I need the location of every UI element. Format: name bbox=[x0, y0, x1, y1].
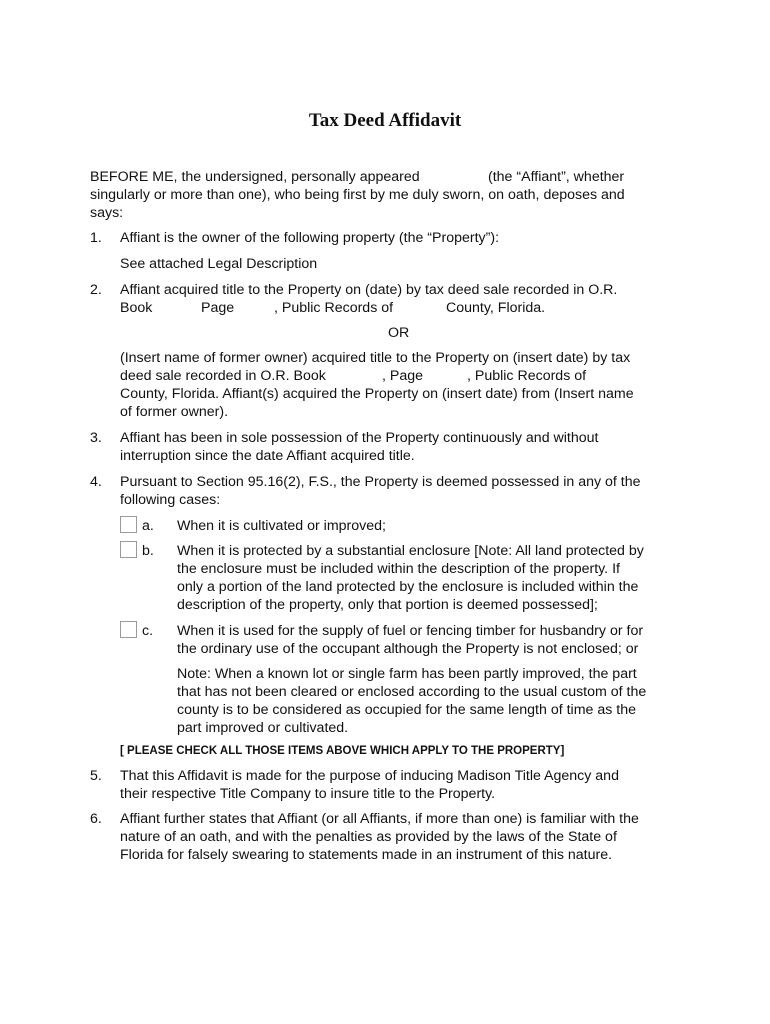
item-1-text: Affiant is the owner of the following property (the “Property”): bbox=[120, 230, 500, 246]
item-2-alt-line-3: County, Florida. Affiant(s) acquired the Property on (insert date) from (Insert name bbox=[120, 386, 634, 402]
item-2-alt-line-4: of former owner). bbox=[120, 404, 229, 420]
legal-description-reference: See attached Legal Description bbox=[120, 256, 318, 272]
item-2-public-records-label: , Public Records of bbox=[274, 300, 394, 316]
item-2-line-1: Affiant acquired title to the Property on (date) by tax deed sale recorded in O.R. bbox=[120, 282, 618, 298]
item-4c-line-2: the ordinary use of the occupant although the Property is not enclosed; or bbox=[177, 641, 639, 657]
item-4c-note-line-3: county is to be considered as occupied for the same length of time as the bbox=[177, 702, 636, 718]
item-6-line-3: Florida for falsely swearing to statements made in an instrument of this nature. bbox=[120, 847, 613, 863]
item-4b-line-3: only a portion of the land protected by the enclosure is included within the bbox=[177, 579, 639, 595]
intro-line-1b: (the “Affiant”, whether bbox=[488, 169, 625, 185]
item-4c-letter: c. bbox=[142, 623, 154, 639]
intro-line-2: singularly or more than one), who being first by me duly sworn, on oath, deposes and bbox=[90, 187, 625, 203]
item-4c-note-line-4: part improved or cultivated. bbox=[177, 720, 349, 736]
intro-line-1a: BEFORE ME, the undersigned, personally appeared bbox=[90, 169, 420, 185]
item-4c-note-line-2: that has not been cleared or enclosed according to the usual custom of the bbox=[177, 684, 647, 700]
checkbox-cultivated[interactable] bbox=[120, 516, 137, 533]
item-4-line-2: following cases: bbox=[120, 492, 221, 508]
or-separator: OR bbox=[388, 325, 410, 341]
item-4-number: 4. bbox=[90, 474, 102, 490]
item-4b-line-1: When it is protected by a substantial enclosure [Note: All land protected by bbox=[177, 543, 644, 559]
item-3-line-1: Affiant has been in sole possession of the Property continuously and without bbox=[120, 430, 599, 446]
item-2-number: 2. bbox=[90, 282, 102, 298]
item-1-number: 1. bbox=[90, 230, 102, 246]
item-6-number: 6. bbox=[90, 811, 102, 827]
item-2-alt-line-1: (Insert name of former owner) acquired title to the Property on (insert date) by tax bbox=[120, 350, 631, 366]
document-title: Tax Deed Affidavit bbox=[308, 110, 462, 131]
check-instruction: [ PLEASE CHECK ALL THOSE ITEMS ABOVE WHICH APPLY TO THE PROPERTY] bbox=[120, 745, 565, 757]
item-2-alt-page-label: , Page bbox=[382, 368, 424, 384]
item-6-line-1: Affiant further states that Affiant (or all Affiants, if more than one) is familiar with the bbox=[120, 811, 639, 827]
item-2-alt-public-records-label: , Public Records of bbox=[467, 368, 587, 384]
item-6-line-2: nature of an oath, and with the penalties as provided by the laws of the State of bbox=[120, 829, 617, 845]
item-5-line-2: their respective Title Company to insure title to the Property. bbox=[120, 786, 496, 802]
item-2-county-label: County, Florida. bbox=[446, 300, 546, 316]
checkbox-enclosure[interactable] bbox=[120, 541, 137, 558]
item-4b-letter: b. bbox=[142, 543, 154, 559]
item-4c-line-1: When it is used for the supply of fuel or fencing timber for husbandry or for bbox=[177, 623, 644, 639]
item-2-alt-book-label: deed sale recorded in O.R. Book bbox=[120, 368, 326, 384]
item-4a-letter: a. bbox=[142, 518, 154, 534]
item-4b-line-2: the enclosure must be included within the description of the property. If bbox=[177, 561, 620, 577]
item-5-number: 5. bbox=[90, 768, 102, 784]
intro-line-3: says: bbox=[90, 205, 124, 221]
item-4-line-1: Pursuant to Section 95.16(2), F.S., the Property is deemed possessed in any of the bbox=[120, 474, 641, 490]
item-5-line-1: That this Affidavit is made for the purpose of inducing Madison Title Agency and bbox=[120, 768, 619, 784]
checkbox-fuel-timber[interactable] bbox=[120, 621, 137, 638]
item-3-line-2: interruption since the date Affiant acquired title. bbox=[120, 448, 415, 464]
item-4c-note-line-1: Note: When a known lot or single farm has been partly improved, the part bbox=[177, 666, 637, 682]
item-2-book-label: Book bbox=[120, 300, 153, 316]
item-4b-line-4: description of the property, only that portion is deemed possessed]; bbox=[177, 597, 598, 613]
item-3-number: 3. bbox=[90, 430, 102, 446]
item-4a-text: When it is cultivated or improved; bbox=[177, 518, 386, 534]
item-2-page-label: Page bbox=[201, 300, 235, 316]
